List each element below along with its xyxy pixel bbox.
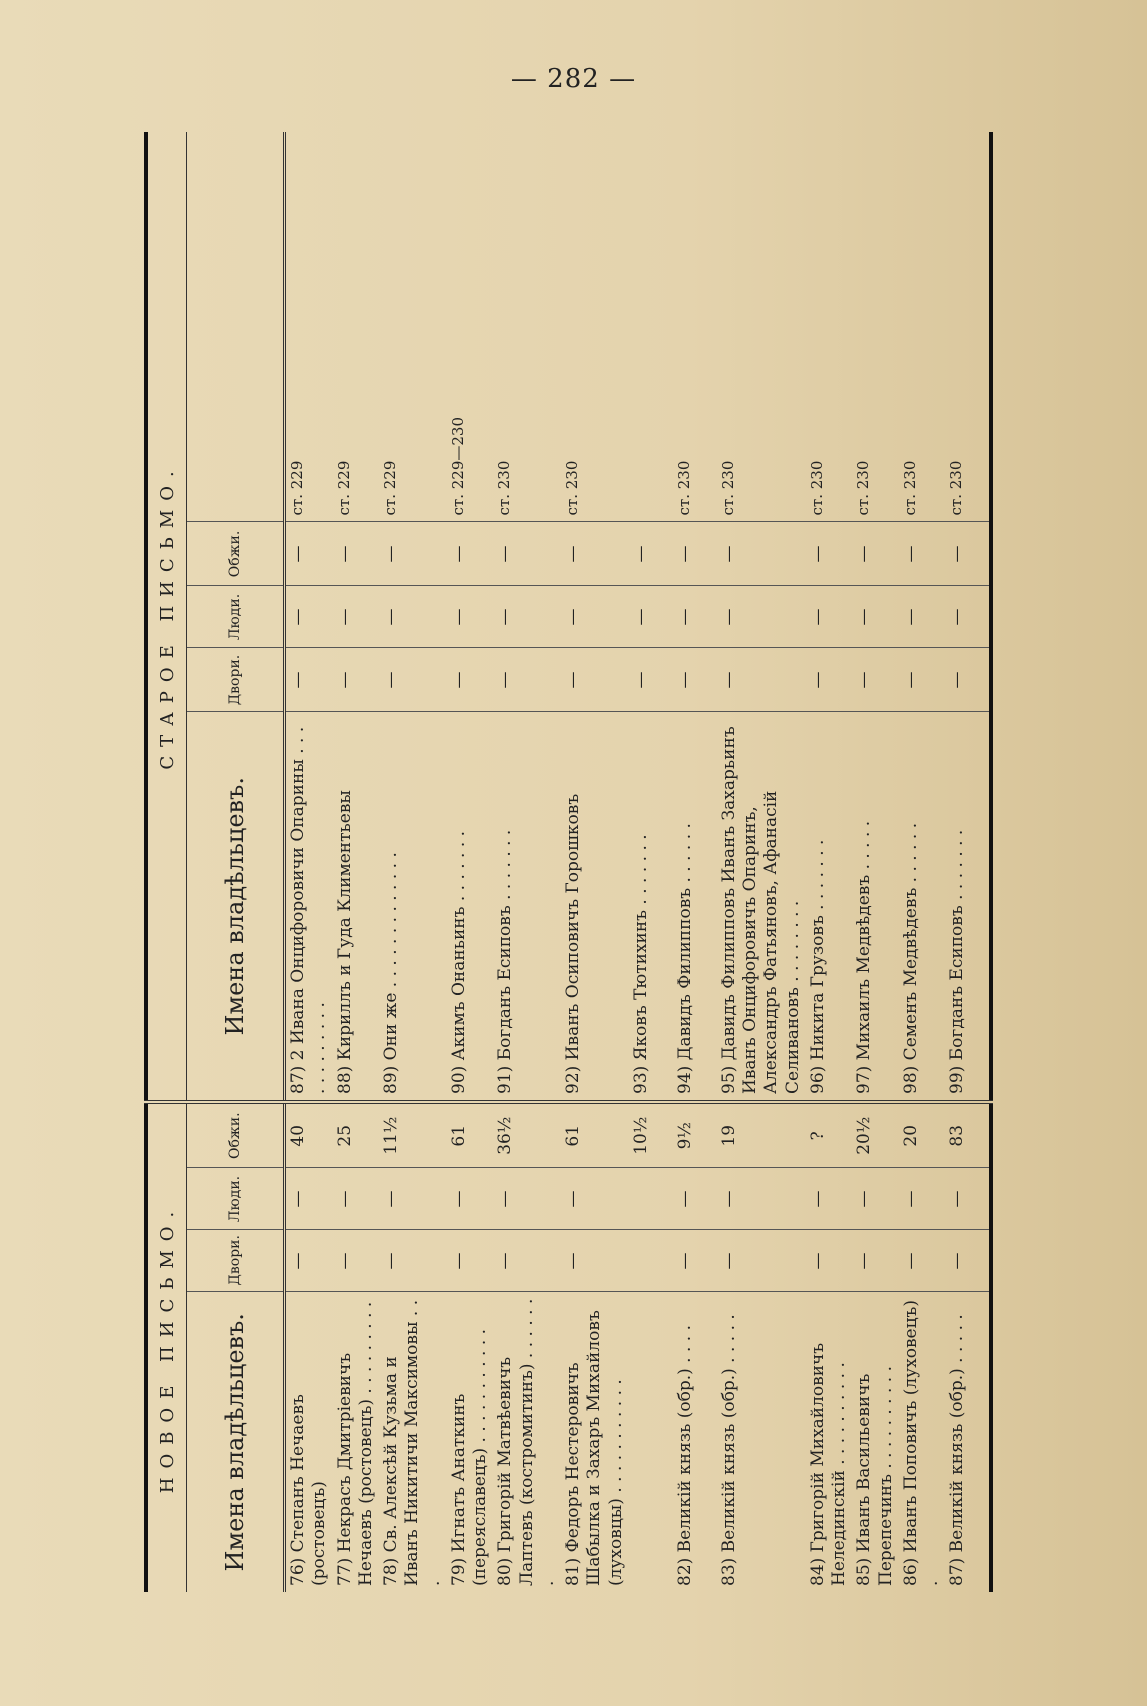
table-row bbox=[561, 132, 629, 1592]
old-ludi-value: — bbox=[673, 586, 717, 648]
new-ludi-value: — bbox=[806, 1168, 853, 1230]
new-obzh-value: 10½ bbox=[629, 1102, 673, 1168]
old-owner-name: 95) Давидъ Филипповъ Иванъ Захарьинъ Иванъ Онцифоровичъ Опаринъ, Александръ Фатьяновъ, Афанасій Селивановъ . . . . . . . . bbox=[717, 712, 806, 1102]
old-obzh-value: — bbox=[899, 522, 946, 586]
new-ludi-value: — bbox=[379, 1168, 447, 1230]
new-dvor-value: — bbox=[673, 1230, 717, 1292]
new-obzh-value: 9½ bbox=[673, 1102, 717, 1168]
old-ludi-value: — bbox=[629, 586, 673, 648]
source-reference: ст. 230 bbox=[899, 132, 946, 522]
old-obzh-value: — bbox=[285, 522, 333, 586]
new-dvor-value: — bbox=[493, 1230, 561, 1292]
old-owner-name: 94) Давидъ Филипповъ . . . . . . bbox=[673, 712, 717, 1102]
new-obzh-value: 40 bbox=[285, 1102, 333, 1168]
old-col-dvor-header: Двори. bbox=[187, 648, 285, 712]
old-dvor-value: — bbox=[806, 648, 853, 712]
old-owner-name: 91) Богданъ Есиповъ . . . . . . . bbox=[493, 712, 561, 1102]
old-obzh-value: — bbox=[333, 522, 380, 586]
old-ludi-value: — bbox=[561, 586, 629, 648]
new-dvor-value: — bbox=[561, 1230, 629, 1292]
new-owner-name: 80) Григорій Матвѣевичъ Лаптевъ (костромитинъ) . . . . . . . bbox=[495, 1298, 558, 1586]
source-reference: ст. 230 bbox=[717, 132, 806, 522]
new-owner-name: 84) Григорій Михайловичъ Нелединскій . . . . . . . . . . bbox=[807, 1342, 849, 1586]
old-col-obzh-header: Обжи. bbox=[187, 522, 285, 586]
ref-col-header bbox=[187, 132, 285, 522]
table-row bbox=[945, 132, 991, 1592]
new-owner-name: 82) Великій князь (обр.) . . . . bbox=[674, 1324, 695, 1586]
new-obzh-value: 25 bbox=[333, 1102, 380, 1168]
source-reference: ст. 230 bbox=[493, 132, 561, 522]
page-number: — 282 — bbox=[510, 64, 637, 94]
old-owner-name: 93) Яковъ Тютихинъ . . . . . . . bbox=[629, 712, 673, 1102]
old-obzh-value: — bbox=[673, 522, 717, 586]
source-reference: ст. 230 bbox=[852, 132, 899, 522]
old-obzh-value: — bbox=[852, 522, 899, 586]
new-owner-name: 77) Некрасъ Дмитріевичъ Нечаевъ (ростовецъ) . . . . . . . . . bbox=[334, 1301, 376, 1586]
old-owner-name: 97) Михаилъ Медвѣдевъ . . . . . bbox=[852, 712, 899, 1102]
old-ludi-value: — bbox=[899, 586, 946, 648]
new-obzh-value: 20 bbox=[899, 1102, 946, 1168]
new-ludi-value: — bbox=[561, 1168, 629, 1230]
table-row bbox=[899, 132, 946, 1592]
new-owner-name: 78) Св. Алексѣй Кузьма и Иванъ Никитичи Максимовы . . . bbox=[381, 1299, 444, 1586]
new-col-obzh-header: Обжи. bbox=[187, 1102, 285, 1168]
old-dvor-value: — bbox=[899, 648, 946, 712]
new-section-title: НОВОЕ ПИСЬМО. bbox=[146, 1102, 187, 1592]
old-owner-name: 87) 2 Ивана Онцифоровичи Опарины . . . . . . . . . . . . bbox=[285, 712, 333, 1102]
source-reference: ст. 230 bbox=[806, 132, 853, 522]
new-ludi-value: — bbox=[852, 1168, 899, 1230]
source-reference bbox=[629, 132, 673, 522]
old-owner-name: 99) Богданъ Есиповъ . . . . . . . bbox=[945, 712, 991, 1102]
new-owner-name: 79) Игнатъ Анаткинъ (переяславецъ) . . . . . . . . . . . bbox=[448, 1328, 490, 1586]
new-ludi-value: — bbox=[673, 1168, 717, 1230]
table-row bbox=[447, 132, 494, 1592]
source-reference: ст. 230 bbox=[561, 132, 629, 522]
old-ludi-value: — bbox=[333, 586, 380, 648]
table-row bbox=[852, 132, 899, 1592]
old-obzh-value: — bbox=[945, 522, 991, 586]
old-obzh-value: — bbox=[447, 522, 494, 586]
old-obzh-value: — bbox=[561, 522, 629, 586]
old-dvor-value: — bbox=[333, 648, 380, 712]
new-owner-name: 87) Великій князь (обр.) . . . . . bbox=[945, 1292, 991, 1592]
new-dvor-value: — bbox=[285, 1230, 333, 1292]
old-section-title: СТАРОЕ ПИСЬМО. bbox=[146, 132, 187, 1102]
source-reference: ст. 229 bbox=[379, 132, 447, 522]
new-col-name-header: Имена владѣльцевъ. bbox=[187, 1292, 285, 1592]
new-ludi-value: — bbox=[899, 1168, 946, 1230]
new-col-ludi-header: Люди. bbox=[187, 1168, 285, 1230]
old-dvor-value: — bbox=[852, 648, 899, 712]
old-ludi-value: — bbox=[806, 586, 853, 648]
old-obzh-value: — bbox=[806, 522, 853, 586]
old-owner-name: 98) Семенъ Медвѣдевъ . . . . . . bbox=[899, 712, 946, 1102]
new-ludi-value: — bbox=[493, 1168, 561, 1230]
old-owner-name: 90) Акимъ Онаньинъ . . . . . . . bbox=[447, 712, 494, 1102]
new-dvor-value: — bbox=[899, 1230, 946, 1292]
new-obzh-value: 36½ bbox=[493, 1102, 561, 1168]
new-obzh-value: 19 bbox=[717, 1102, 806, 1168]
land-register-table bbox=[144, 132, 993, 1592]
table-row bbox=[493, 132, 561, 1592]
table-row bbox=[333, 132, 380, 1592]
table-row bbox=[629, 132, 673, 1592]
new-owner-name: 81) Федоръ Нестеровичъ Шабылка и Захаръ Михайловъ (луховцы) . . . . . . . . . . . bbox=[563, 1310, 626, 1586]
rotated-table-area bbox=[144, 132, 1044, 1592]
new-dvor-value: — bbox=[806, 1230, 853, 1292]
new-obzh-value: 11½ bbox=[379, 1102, 447, 1168]
old-obzh-value: — bbox=[379, 522, 447, 586]
old-ludi-value: — bbox=[852, 586, 899, 648]
new-dvor-value: — bbox=[333, 1230, 380, 1292]
new-dvor-value: — bbox=[447, 1230, 494, 1292]
source-reference: ст. 230 bbox=[945, 132, 991, 522]
old-obzh-value: — bbox=[493, 522, 561, 586]
source-reference: ст. 230 bbox=[673, 132, 717, 522]
old-ludi-value: — bbox=[717, 586, 806, 648]
old-ludi-value: — bbox=[379, 586, 447, 648]
table-row bbox=[806, 132, 853, 1592]
new-ludi-value: — bbox=[447, 1168, 494, 1230]
old-ludi-value: — bbox=[447, 586, 494, 648]
old-ludi-value: — bbox=[493, 586, 561, 648]
old-dvor-value: — bbox=[717, 648, 806, 712]
new-owner-name: 76) Степанъ Нечаевъ (ростовецъ) bbox=[288, 1394, 330, 1586]
source-reference: ст. 229 bbox=[333, 132, 380, 522]
new-dvor-value: — bbox=[945, 1230, 991, 1292]
new-dvor-value: — bbox=[717, 1230, 806, 1292]
old-dvor-value: — bbox=[493, 648, 561, 712]
table-row bbox=[285, 132, 333, 1592]
source-reference: ст. 229 bbox=[285, 132, 333, 522]
new-owner-name bbox=[629, 1292, 673, 1592]
old-col-ludi-header: Люди. bbox=[187, 586, 285, 648]
table-row bbox=[717, 132, 806, 1592]
new-owner-name: 86) Иванъ Поповичъ (луховецъ) . bbox=[900, 1299, 942, 1586]
new-dvor-value: — bbox=[379, 1230, 447, 1292]
table-row bbox=[673, 132, 717, 1592]
new-dvor-value: — bbox=[852, 1230, 899, 1292]
new-owner-name: 83) Великій князь (обр.) . . . . . bbox=[718, 1314, 739, 1586]
new-obzh-value: 83 bbox=[945, 1102, 991, 1168]
old-ludi-value: — bbox=[285, 586, 333, 648]
old-owner-name: 89) Они же . . . . . . . . . . . . . bbox=[379, 712, 447, 1102]
new-ludi-value: — bbox=[285, 1168, 333, 1230]
old-dvor-value: — bbox=[945, 648, 991, 712]
old-dvor-value: — bbox=[285, 648, 333, 712]
new-ludi-value: — bbox=[333, 1168, 380, 1230]
source-reference: ст. 229—230 bbox=[447, 132, 494, 522]
old-obzh-value: — bbox=[629, 522, 673, 586]
old-dvor-value: — bbox=[379, 648, 447, 712]
new-obzh-value: 61 bbox=[447, 1102, 494, 1168]
old-dvor-value: — bbox=[447, 648, 494, 712]
old-col-name-header: Имена владѣльцевъ. bbox=[187, 712, 285, 1102]
new-dvor-value bbox=[629, 1230, 673, 1292]
table-row bbox=[379, 132, 447, 1592]
old-owner-name: 88) Кириллъ и Гуда Климентьевы bbox=[333, 712, 380, 1102]
new-owner-name: 85) Иванъ Васильевичъ Перепечинъ . . . . . . . . . . bbox=[854, 1365, 896, 1586]
old-obzh-value: — bbox=[717, 522, 806, 586]
new-ludi-value bbox=[629, 1168, 673, 1230]
old-dvor-value: — bbox=[629, 648, 673, 712]
old-owner-name: 96) Никита Грузовъ . . . . . . . bbox=[806, 712, 853, 1102]
new-obzh-value: 20½ bbox=[852, 1102, 899, 1168]
old-dvor-value: — bbox=[561, 648, 629, 712]
new-col-dvor-header: Двори. bbox=[187, 1230, 285, 1292]
new-obzh-value: 61 bbox=[561, 1102, 629, 1168]
old-dvor-value: — bbox=[673, 648, 717, 712]
new-obzh-value: ? bbox=[806, 1102, 853, 1168]
old-owner-name: 92) Иванъ Осиповичъ Горошковъ bbox=[561, 712, 629, 1102]
new-ludi-value: — bbox=[945, 1168, 991, 1230]
new-ludi-value: — bbox=[717, 1168, 806, 1230]
old-ludi-value: — bbox=[945, 586, 991, 648]
